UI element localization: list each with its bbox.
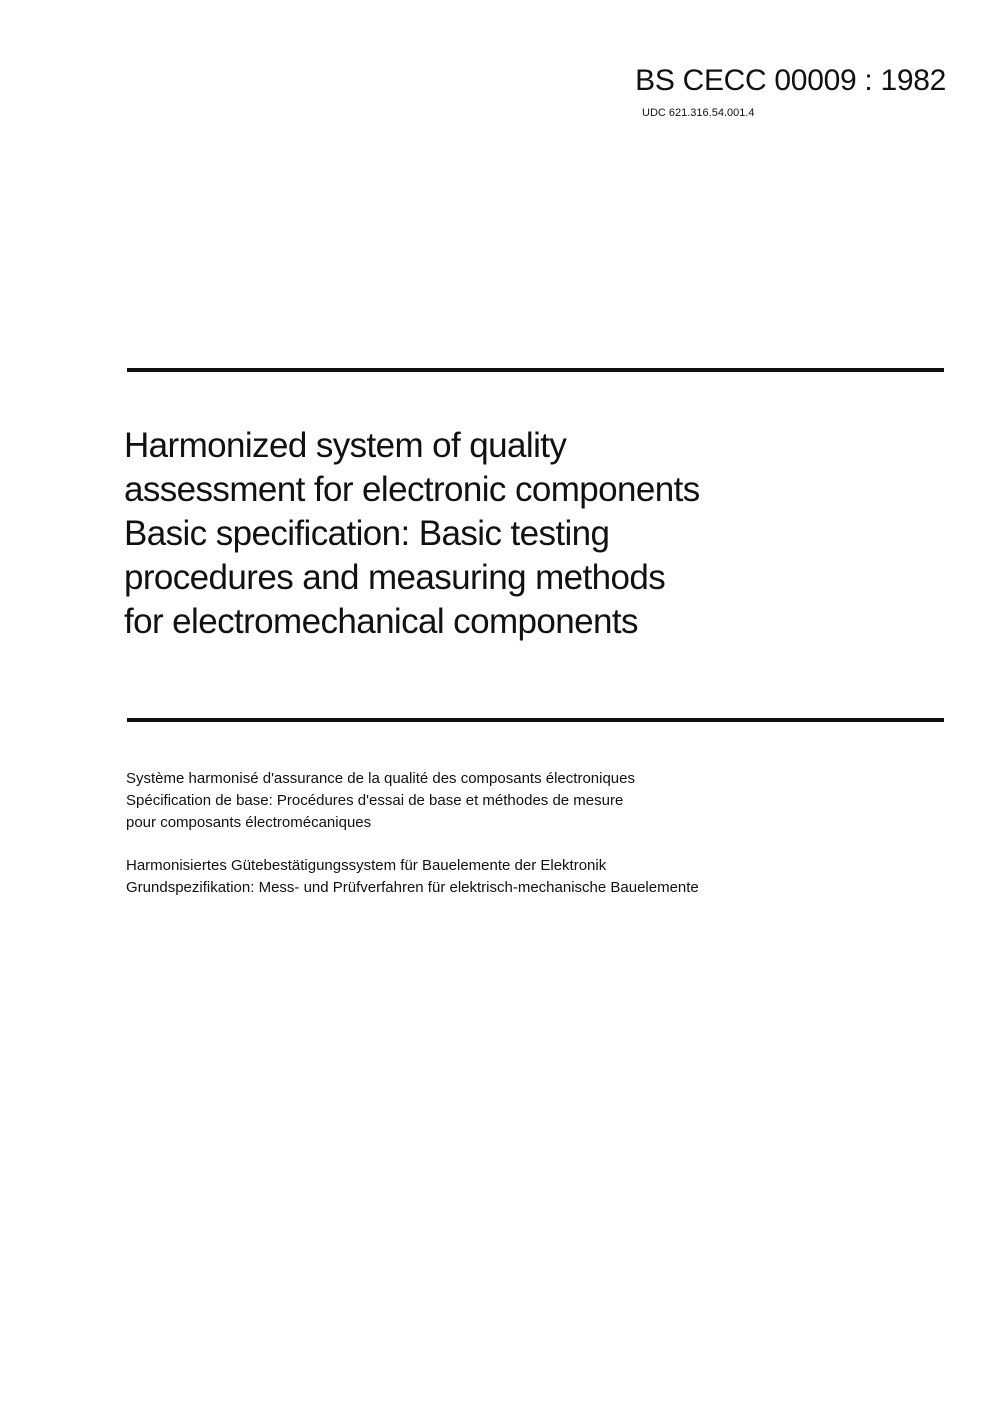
bottom-divider-rule <box>127 718 944 722</box>
english-title-line: Basic specification: Basic testing <box>124 514 610 553</box>
english-title-line: assessment for electronic components <box>124 470 700 509</box>
top-divider-rule <box>127 368 944 372</box>
french-title-line: pour composants électromécaniques <box>126 814 372 831</box>
english-title-line: for electromechanical components <box>124 602 638 641</box>
french-title-line: Système harmonisé d'assurance de la qualité des composants électroniques <box>126 770 635 787</box>
english-title-line: procedures and measuring methods <box>124 558 666 597</box>
german-title <box>126 855 946 899</box>
french-title-line: Spécification de base: Procédures d'essai de base et méthodes de mesure <box>126 792 624 809</box>
german-title-line: Harmonisiertes Gütebestätigungssystem für Bauelemente der Elektronik <box>126 857 607 874</box>
standard-number: BS CECC 00009 : 1982 <box>635 64 946 97</box>
german-title-line: Grundspezifikation: Mess- und Prüfverfahren für elektrisch-mechanische Bauelemente <box>126 879 699 896</box>
french-title <box>126 768 946 834</box>
english-title-line: Harmonized system of quality <box>124 426 567 465</box>
english-title <box>124 424 944 644</box>
udc-classification: UDC 621.316.54.001.4 <box>642 107 755 119</box>
